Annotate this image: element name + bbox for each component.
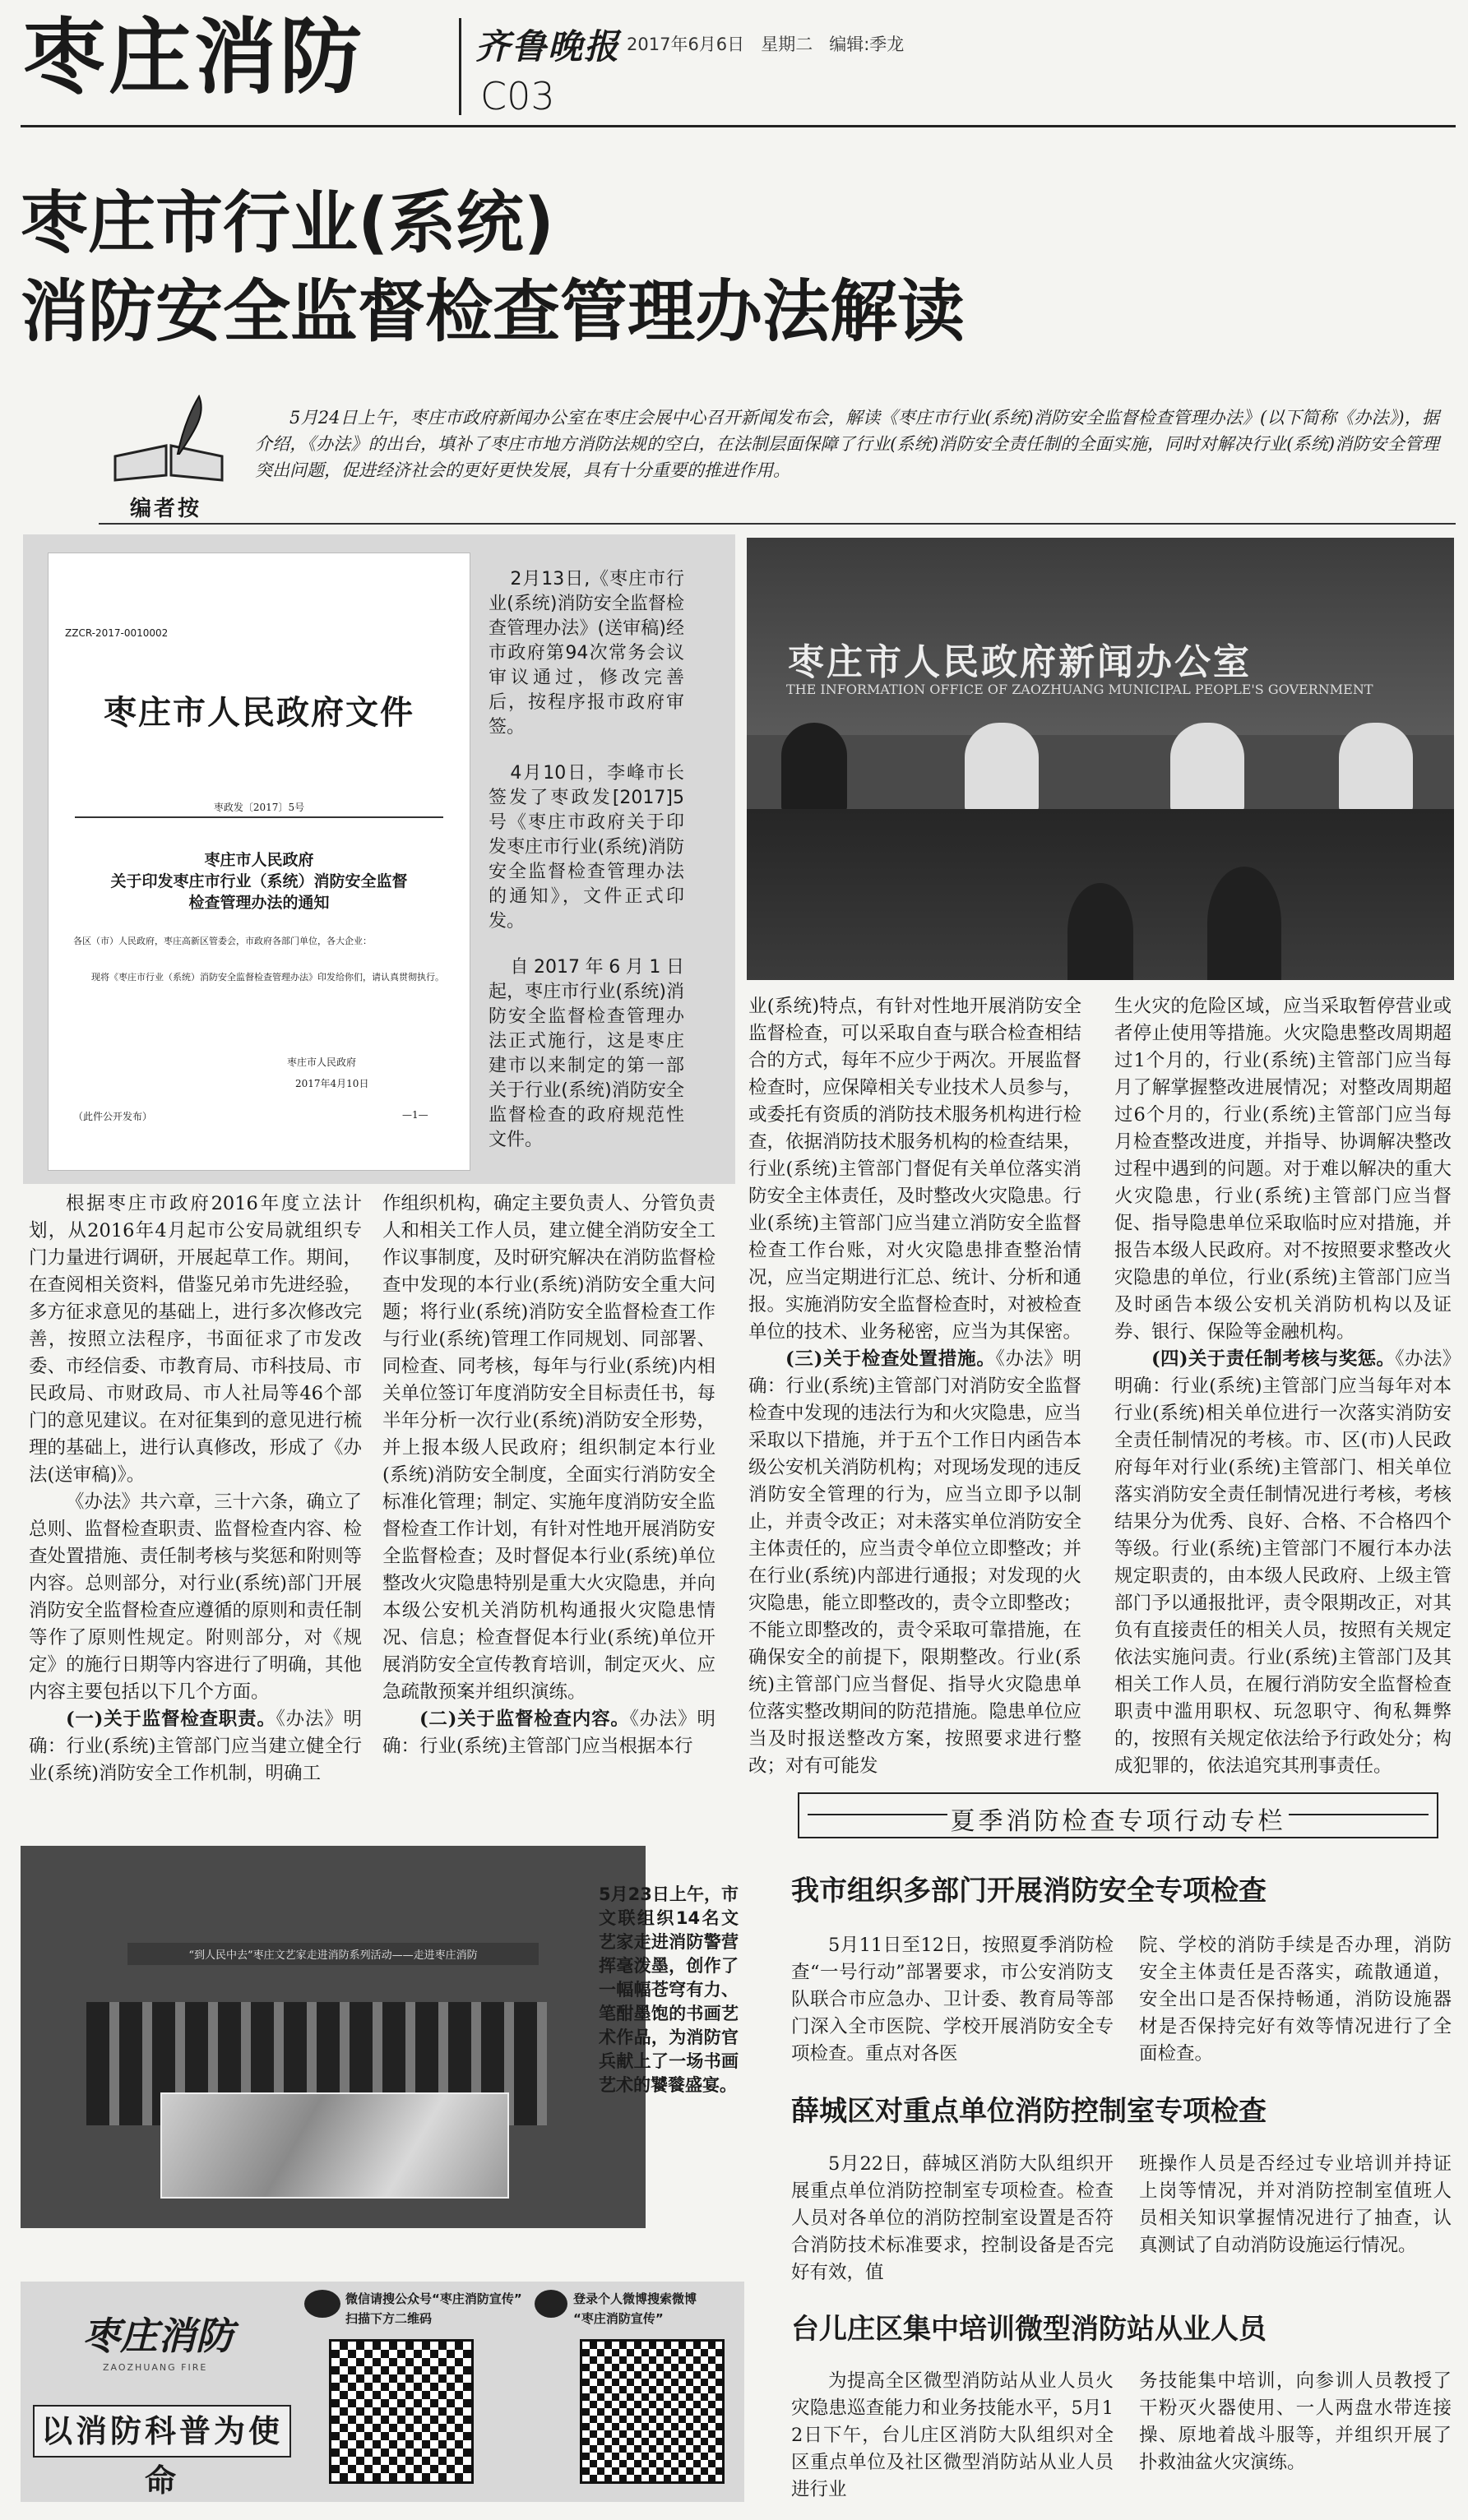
subheading: (二)关于监督检查内容。 xyxy=(419,1709,630,1730)
headline-line-2: 消防安全监督检查管理办法解读 xyxy=(21,273,966,351)
news-paragraph: 务技能集中培训，向参训人员教授了干粉灭火器使用、一人两盘水带连接操、原地着战斗服等，并组织开展了扑救油盆火灾演练。 xyxy=(1139,2370,1452,2473)
footer-slogan: 以消防科普为使命 xyxy=(40,2412,283,2499)
doc-sign-date: 2017年4月10日 xyxy=(295,1078,369,1089)
article-paragraph xyxy=(1114,1346,1452,1780)
person-silhouette xyxy=(1170,723,1244,813)
article-text: 《办法》明确：行业(系统)主管部门对消防安全监督检查中发现的违法行为和火灾隐患，应当采取以下措施，并于五个工作日内函告本级公安机关消防机构；对现场发现的违反消防安全管理的行为，应当立即予以制止，并责令改正；对未落实单位消防安全主体责任的，应当责令单位立即整改；并在行业(系统)内部进行通报；对发现的火灾隐患，能立即整改的，责令立即整改；不能立即整改的，责令采取可靠措施，在确保安全的前提下，限期整改。行业(系统)主管部门应当督促、指导火灾隐患单位落实整改期间的防范措施。隐患单位应当及时报送整改方案，按照要求进行整改；对有可能发 xyxy=(748,1348,1082,1777)
news-3-right xyxy=(1139,2368,1452,2476)
special-column-banner xyxy=(798,1792,1438,1838)
article-column-1 xyxy=(29,1191,362,1787)
timeline-item: 4月10日，李峰市长签发了枣政发[2017]5号《枣庄市政府关于印发枣庄市行业(系统)消防安全监督检查管理办法的通知》，文件正式印发。 xyxy=(489,763,684,932)
doc-sub1: 枣庄市人民政府 xyxy=(204,851,314,869)
editor: 编辑:季龙 xyxy=(829,35,905,54)
timeline xyxy=(489,567,684,1153)
news-title-1: 我市组织多部门开展消防安全专项检查 xyxy=(791,1875,1267,1907)
section-title: 枣庄消防 xyxy=(23,9,365,105)
article-paragraph xyxy=(29,1706,362,1787)
newspaper-name: 齐鲁晚报 xyxy=(475,26,621,67)
banner-title: 夏季消防检查专项行动专栏 xyxy=(950,1807,1286,1836)
banner-line-right xyxy=(1289,1814,1429,1815)
government-document-image xyxy=(48,553,470,1171)
article-paragraph: 业(系统)特点，有针对性地开展消防安全监督检查，可以采取自查与联合检查相结合的方式，每年不应少于两次。开展监督检查时，应保障相关专业技术人员参与，或委托有资质的消防技术服务机构进行检查，依据消防技术服务机构的检查结果，行业(系统)主管部门督促有关单位落实消防安全主体责任，及时整改火灾隐患。行业(系统)主管部门应当建立消防安全监督检查工作台账，对火灾隐患排查整治情况，应当定期进行汇总、统计、分析和通报。实施消防安全监督检查时，对被检查单位的技术、业务秘密，应当为其保密。 xyxy=(748,996,1082,1343)
page-number: C03 xyxy=(480,74,555,118)
photo-banner-en: THE INFORMATION OFFICE OF ZAOZHUANG MUNICIPAL PEOPLE'S GOVERNMENT xyxy=(786,682,1373,697)
photo-banner-cn: 枣庄市人民政府新闻办公室 xyxy=(788,641,1252,683)
editor-note-icon xyxy=(107,395,230,485)
news-paragraph: 5月11日至12日，按照夏季消防检查“一号行动”部署要求，市公安消防支队联合市应急办、卫计委、教育局等部门深入全市医院、学校开展消防安全专项检查。重点对各医 xyxy=(791,1935,1114,2065)
article-text: 《办法》明确：行业(系统)主管部门应当根据本行 xyxy=(382,1709,715,1757)
wechat-line-1: 微信请搜公众号“枣庄消防宣传” xyxy=(345,2291,522,2306)
doc-sub2: 关于印发枣庄市行业（系统）消防安全监督 xyxy=(110,872,408,890)
editor-note-label: 编者按 xyxy=(130,497,202,521)
art-event-photo xyxy=(21,1846,646,2228)
masthead-rule xyxy=(21,125,1456,127)
doc-rule xyxy=(75,816,443,818)
plant-decoration xyxy=(1207,867,1281,980)
news-paragraph: 院、学校的消防手续是否办理，消防安全主体责任是否落实，疏散通道，安全出口是否保持畅通，消防设施器材是否保持完好有效等情况进行了全面检查。 xyxy=(1139,1935,1452,2065)
news-1-right xyxy=(1139,1932,1452,2068)
weibo-icon xyxy=(535,2290,567,2318)
date: 2017年6月6日 xyxy=(627,35,745,54)
person-silhouette xyxy=(965,723,1039,813)
art-photo-caption: 5月23日上午，市文联组织14名文艺家走进消防警营挥毫泼墨，创作了一幅幅苍穹有力、笔酣墨饱的书画艺术作品，为消防官兵献上了一场书画艺术的饕餮盛宴。 xyxy=(599,1884,739,2095)
doc-body2: 现将《枣庄市行业（系统）消防安全监督检查管理办法》印发给你们，请认真贯彻执行。 xyxy=(91,972,444,983)
doc-sub3: 检查管理办法的通知 xyxy=(188,894,330,912)
news-2-right xyxy=(1139,2151,1452,2259)
doc-file-number: 枣政发〔2017〕5号 xyxy=(213,802,305,813)
footer-logo-en: ZAOZHUANG FIRE xyxy=(103,2362,208,2373)
news-title-3: 台儿庄区集中培训微型消防站从业人员 xyxy=(791,2313,1267,2346)
news-3-left xyxy=(791,2368,1114,2504)
article-paragraph: 作组织机构，确定主要负责人、分管负责人和相关工作人员，建立健全消防安全工作议事制度，及时研究解决在消防监督检查中发现的本行业(系统)消防安全重大问题；将行业(系统)消防安全监督检查工作与行业(系统)管理工作同规划、同部署、同检查、同考核，每年与行业(系统)内相关单位签订年度消防安全目标责任书，每半年分析一次行业(系统)消防安全形势，并上报本级人民政府；组织制定本行业(系统)消防安全制度，全面实行消防安全标准化管理；制定、实施年度消防安全监督检查工作计划，有针对性地开展消防安全监督检查；及时督促本行业(系统)单位整改火灾隐患特别是重大火灾隐患，并向本级公安机关消防机构通报火灾隐患情况、信息；检查督促本行业(系统)单位开展消防安全宣传教育培训，制定灭火、应急疏散预案并组织演练。 xyxy=(382,1193,716,1703)
footer-slogan-box xyxy=(33,2405,291,2499)
issue-date xyxy=(627,31,904,56)
timeline-item: 2月13日,《枣庄市行业(系统)消防安全监督检查管理办法》(送审稿)经市政府第94次常务会议审议通过，修改完善后，按程序报市政府审签。 xyxy=(489,569,684,738)
plant-decoration xyxy=(1067,883,1133,980)
weibo-line-2: “枣庄消防宣传” xyxy=(573,2311,664,2326)
doc-number: ZZCR-2017-0010002 xyxy=(65,627,169,639)
subheading: (三)关于检查处置措施。 xyxy=(785,1348,996,1370)
doc-body1: 各区（市）人民政府，枣庄高新区管委会，市政府各部门单位，各大企业： xyxy=(73,936,372,946)
news-paragraph: 班操作人员是否经过专业培训并持证上岗等情况，并对消防控制室值班人员相关知识掌握情况进行了抽查，认真测试了自动消防设施运行情况。 xyxy=(1139,2153,1452,2256)
news-paragraph: 为提高全区微型消防站从业人员火灾隐患巡查能力和业务技能水平，5月12日下午，台儿庄区消防大队组织对全区重点单位及社区微型消防站从业人员进行业 xyxy=(791,2370,1114,2500)
painting-artwork xyxy=(160,2092,509,2199)
doc-page: —1— xyxy=(402,1109,428,1121)
news-1-left xyxy=(791,1932,1114,2068)
weibo-qr-code[interactable] xyxy=(580,2339,725,2484)
doc-public: （此件公开发布） xyxy=(73,1111,153,1122)
wechat-line-2: 扫描下方二维码 xyxy=(345,2311,433,2326)
news-2-left xyxy=(791,2151,1114,2286)
article-paragraph xyxy=(382,1706,715,1760)
article-paragraph: 生火灾的危险区域，应当采取暂停营业或者停止使用等措施。火灾隐患整改周期超过1个月的，行业(系统)主管部门应当每月了解掌握整改进展情况；对整改周期超过6个月的，行业(系统)主管部门应当每月检查整改进度，并指导、协调解决整改过程中遇到的问题。对于难以解决的重大火灾隐患，行业(系统)主管部门应当督促、指导隐患单位采取临时应对措施，并报告本级人民政府。对不按照要求整改火灾隐患的单位，行业(系统)主管部门应当及时函告本级公安机关消防机构以及证券、银行、保险等金融机构。 xyxy=(1114,996,1452,1343)
weibo-line-1: 登录个人微博搜索微博 xyxy=(573,2291,697,2306)
photo-banner: “到人民中去”枣庄文艺家走进消防系列活动——走进枣庄消防 xyxy=(127,1943,539,1965)
article-column-3 xyxy=(748,993,1081,1780)
editor-note-text xyxy=(255,405,1439,483)
news-paragraph: 5月22日，薛城区消防大队组织开展重点单位消防控制室专项检查。检查人员对各单位的消防控制室设置是否符合消防技术标准要求，控制设备是否完好有效，值 xyxy=(791,2153,1114,2283)
editor-note-rule xyxy=(99,523,1456,525)
article-paragraph: 根据枣庄市政府2016年度立法计划，从2016年4月起市公安局就组织专门力量进行调研，开展起草工作。期间，在查阅相关资料，借鉴兄弟市先进经验，多方征求意见的基础上，进行多次修改完善，按照立法程序，书面征求了市发改委、市经信委、市教育局、市科技局、市民政局、市财政局、市人社局等46个部门的意见建议。在对征集到的意见进行梳理的基础上，进行认真修改，形成了《办法(送审稿)》。 xyxy=(29,1193,363,1486)
banner-line-left xyxy=(808,1814,947,1815)
wechat-qr-code[interactable] xyxy=(329,2339,474,2484)
subheading: (四)关于责任制考核与奖惩。 xyxy=(1151,1348,1396,1370)
news-title-2: 薛城区对重点单位消防控制室专项检查 xyxy=(791,2095,1267,2128)
footer-logo: 枣庄消防 xyxy=(82,2314,234,2358)
article-text: 《办法》明确：行业(系统)主管部门应当建立健全行业(系统)消防安全工作机制，明确工 xyxy=(29,1709,362,1784)
subheading: (一)关于监督检查职责。 xyxy=(66,1709,276,1730)
person-silhouette xyxy=(1339,723,1413,813)
headline-line-1: 枣庄市行业(系统) xyxy=(21,184,554,262)
weekday: 星期二 xyxy=(761,35,813,54)
article-text: 《办法》明确：行业(系统)主管部门应当每年对本行业(系统)相关单位进行一次落实消防安全责任制情况的考核。市、区(市)人民政府每年对行业(系统)主管部门、相关单位落实消防安全责任制情况进行考核，考核结果分为优秀、良好、合格、不合格四个等级。行业(系统)主管部门不履行本办法规定职责的，由本级人民政府、上级主管部门予以通报批评，责令限期改正，对其负有直接责任的相关人员，按照有关规定依法实施问责。行业(系统)主管部门及其相关工作人员，在履行消防安全监督检查职责中滥用职权、玩忽职守、徇私舞弊的，按照有关规定依法给予行政处分；构成犯罪的，依法追究其刑事责任。 xyxy=(1114,1348,1452,1777)
article-column-4 xyxy=(1114,993,1452,1780)
person-silhouette xyxy=(781,723,847,813)
masthead-divider xyxy=(459,18,461,115)
footer-ad xyxy=(21,2282,744,2502)
wechat-icon xyxy=(304,2290,340,2318)
doc-sign: 枣庄市人民政府 xyxy=(287,1057,357,1068)
timeline-item: 自2017年6月1日起，枣庄市行业(系统)消防安全监督检查管理办法正式施行，这是枣庄建市以来制定的第一部关于行业(系统)消防安全监督检查的政府规范性文件。 xyxy=(489,957,684,1150)
press-conference-photo xyxy=(747,538,1454,980)
article-paragraph: 《办法》共六章，三十六条，确立了总则、监督检查职责、监督检查内容、检查处置措施、责任制考核与奖惩和附则等内容。总则部分，对行业(系统)部门开展消防安全监督检查应遵循的原则和责任制等作了原则性规定。附则部分，对《规定》的施行日期等内容进行了明确，其他内容主要包括以下几个方面。 xyxy=(29,1491,363,1703)
article-paragraph xyxy=(748,1346,1081,1780)
article-column-2 xyxy=(382,1191,715,1760)
doc-title: 枣庄市人民政府文件 xyxy=(104,693,414,732)
editor-note-paragraph: 5月24日上午，枣庄市政府新闻办公室在枣庄会展中心召开新闻发布会，解读《枣庄市行业(系统)消防安全监督检查管理办法》(以下简称《办法》)，据介绍，《办法》的出台，填补了枣庄市地方消防法规的空白，在法制层面保障了行业(系统)消防安全责任制的全面实施，同时对解决行业(系统)消防安全管理突出问题，促进经济社会的更好更快发展，具有十分重要的推进作用。 xyxy=(255,408,1439,480)
